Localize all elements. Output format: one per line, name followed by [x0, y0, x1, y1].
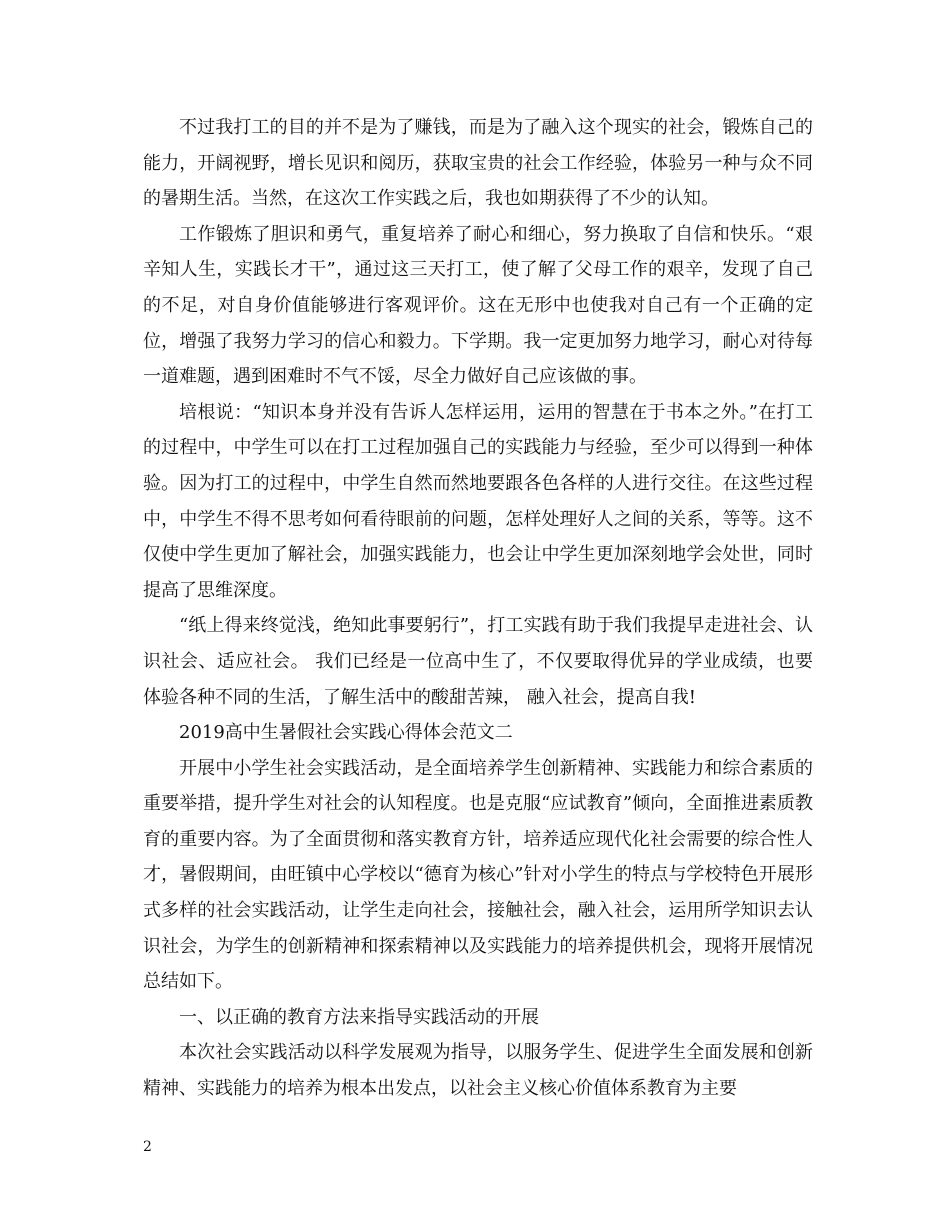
section-title-example-two: 2019高中生暑假社会实践心得体会范文二 [179, 722, 513, 744]
paragraph-courage-patience: 工作锻炼了胆识和勇气，重复培养了耐心和细心，努力换取了自信和快乐。“艰辛知人生，实践长才干”，通过这三天打工，使了解了父母工作的艰辛，发现了自己的不足，对自身价值能够进行客观评价。这在无形中也使我对自己有一个正确的定位，增强了我努力学习的信心和毅力。下学期。我一定更加努力地学习，耐心对待每一道难题，遇到困难时不气不馁，尽全力做好自己应该做的事。 [143, 223, 813, 388]
paragraph-work-purpose: 不过我打工的目的并不是为了赚钱，而是为了融入这个现实的社会，锻炼自己的能力，开阔视野，增长见识和阅历，获取宝贵的社会工作经验，体验另一种与众不同的暑期生活。当然，在这次工作实践之后，我也如期获得了不少的认知。 [143, 117, 813, 210]
paragraph-social-practice-intro: 开展中小学生社会实践活动，是全面培养学生创新精神、实践能力和综合素质的重要举措，提升学生对社会的认知程度。也是克服“应试教育”倾向，全面推进素质教育的重要内容。为了全面贯彻和落实教育方针，培养适应现代化社会需要的综合性人才，暑假期间，由旺镇中心学校以“德育为核心”针对小学生的特点与学校特色开展形式多样的社会实践活动，让学生走向社会，接触社会，融入社会，运用所学知识去认识社会，为学生的创新精神和探索精神以及实践能力的培养提供机会，现将开展情况总结如下。 [143, 757, 813, 993]
page-number: 2 [143, 1139, 152, 1155]
paragraph-paper-knowledge: “纸上得来终觉浅，绝知此事要躬行”，打工实践有助于我们我提早走进社会、认识社会、适应社会。 我们已经是一位高中生了，不仅要取得优异的学业成绩，也要体验各种不同的生活，了解生活中的酸甜苦辣， 融入社会，提高自我! [143, 615, 813, 708]
document-body [143, 110, 813, 1107]
paragraph-practice-guidance: 本次社会实践活动以科学发展观为指导，以服务学生、促进学生全面发展和创新精神、实践能力的培养为根本出发点，以社会主义核心价值体系教育为主要 [143, 1042, 813, 1100]
paragraph-bacon-quote: 培根说：“知识本身并没有告诉人怎样运用，运用的智慧在于书本之外。”在打工的过程中，中学生可以在打工过程加强自己的实践能力与经验，至少可以得到一种体验。因为打工的过程中，中学生自然而然地要跟各色各样的人进行交往。在这些过程中，中学生不得不思考如何看待眼前的问题，怎样处理好人之间的关系，等等。这不仅使中学生更加了解社会，加强实践能力，也会让中学生更加深刻地学会处世，同时提高了思维深度。 [143, 401, 813, 601]
section-heading-one: 一、以正确的教育方法来指导实践活动的开展 [179, 1006, 539, 1028]
